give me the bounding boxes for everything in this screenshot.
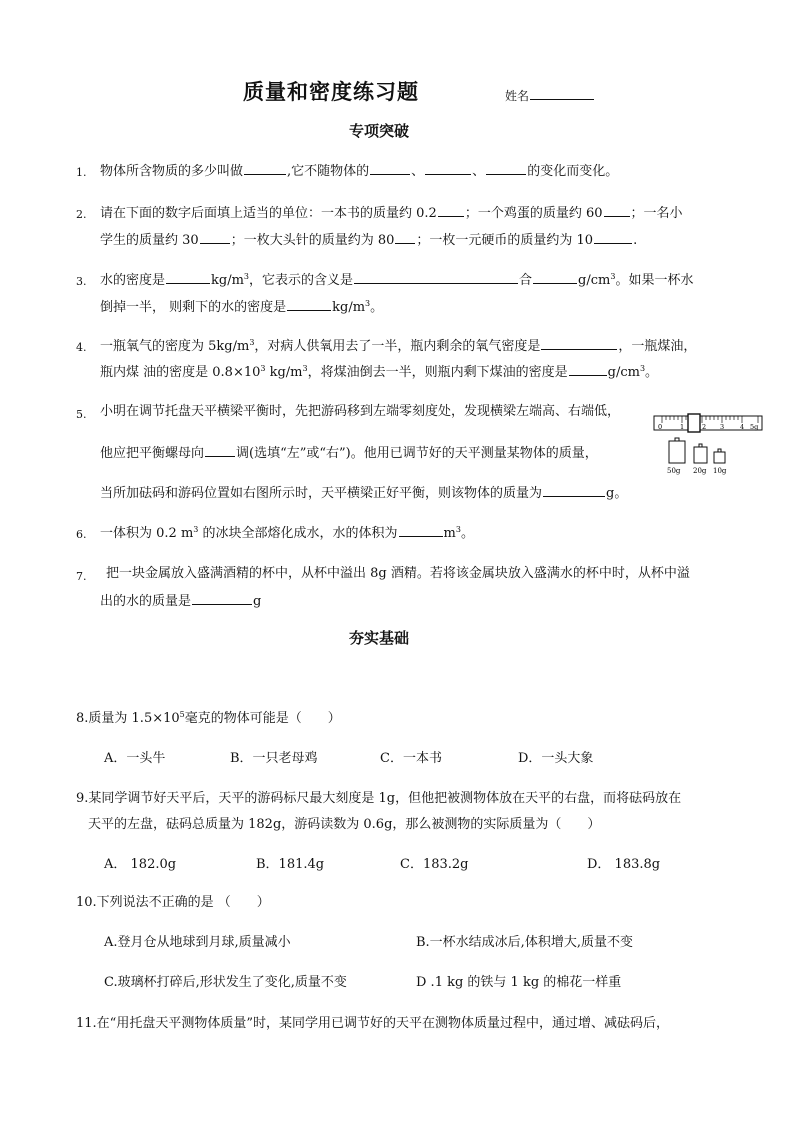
q4-number: 4.	[76, 341, 87, 354]
q9-option-d[interactable]: D． 183.8g	[587, 857, 661, 872]
q2-line-1: 请在下面的数字后面填上适当的单位：一本书的质量约 0.2 ；一个鸡蛋的质量约 60 ；一名小	[100, 203, 683, 223]
ruler-label-1: 1	[680, 423, 685, 431]
q11-line-1: 11.在“用托盘天平测物体质量”时，某同学用已调节好的天平在测物体质量过程中，通过增、减砝码后，	[76, 1016, 669, 1031]
q1-text: 物体所含物质的多少叫做 ,它不随物体的 、 、 的变化而变化。	[100, 161, 618, 181]
name-field[interactable]	[505, 86, 595, 104]
q3-blank-1[interactable]	[166, 270, 210, 284]
q10-option-d[interactable]: D .1 kg 的铁与 1 kg 的棉花一样重	[416, 975, 622, 990]
q3-blank-2[interactable]	[354, 270, 518, 284]
q8-option-d[interactable]: D．一头大象	[518, 751, 594, 766]
q10-option-c[interactable]: C.玻璃杯打碎后,形状发生了变化,质量不变	[104, 975, 347, 990]
q5-number: 5.	[76, 408, 87, 421]
ruler-label-4: 4	[740, 423, 745, 431]
ruler-label-0: 0	[658, 423, 663, 431]
q2-blank-1[interactable]	[438, 203, 464, 217]
ruler-label-3: 3	[720, 423, 725, 431]
q2-blank-4[interactable]	[395, 230, 415, 244]
ruler-label-2: 2	[702, 423, 707, 431]
q4-line-2: 瓶内煤 油的密度是 $0.8\times 10^3$ $kg/m^3$，将煤油倒去一半，则瓶内剩下煤油的密度是 $g/cm^3$。	[100, 364, 659, 380]
q2-line-2: 学生的质量约 30 ；一枚大头针的质量约为 80 ；一枚一元硬币的质量约为 10 .	[100, 230, 637, 250]
q3-number: 3.	[76, 275, 87, 288]
q9-line-1: 9.某同学调节好天平后，天平的游码标尺最大刻度是 1g，但他把被测物体放在天平的右盘，而将砝码放在	[76, 791, 682, 806]
q9-option-b[interactable]: B．181.4g	[256, 857, 325, 872]
q5-line-2: 他应把平衡螺母向 调(选填“左”或“右”)。他用已调节好的天平测量某物体的质量，	[100, 443, 598, 463]
q6-text: 一体积为 0.2 $m^3$ 的冰块全部熔化成水，水的体积为 $m^3$。	[100, 525, 474, 541]
q10-stem: 10.下列说法不正确的是 （ ）	[76, 895, 270, 910]
section-title-special: 专项突破	[349, 122, 410, 140]
weights	[669, 438, 725, 463]
q5-line-1: 小明在调节托盘天平横梁平衡时，先把游码移到左端零刻度处，发现横梁左端高、右端低，	[100, 404, 621, 419]
weight-label-10g: 10g	[713, 467, 727, 475]
q7-line-2: 出的水的质量是 g	[100, 591, 261, 611]
q8-option-a[interactable]: A．一头牛	[104, 751, 166, 766]
q9-option-a[interactable]: A． 182.0g	[104, 857, 177, 872]
q7-number: 7.	[76, 570, 87, 583]
q4-blank-2[interactable]	[569, 362, 607, 376]
q6-blank-1[interactable]	[399, 523, 443, 537]
q9-line-2: 天平的左盘，砝码总质量为 182g，游码读数为 0.6g，那么被测物的实际质量为（ ）	[88, 817, 601, 832]
section-title-basics: 夯实基础	[349, 629, 410, 647]
q8-option-c[interactable]: C．一本书	[380, 751, 442, 766]
q1-blank-2[interactable]	[370, 161, 410, 175]
name-blank[interactable]	[530, 86, 594, 100]
name-label: 姓名	[505, 89, 530, 103]
q3-blank-4[interactable]	[287, 297, 331, 311]
weight-label-50g: 50g	[667, 467, 681, 475]
q5-blank-2[interactable]	[543, 483, 605, 497]
q2-blank-5[interactable]	[594, 230, 632, 244]
q4-blank-1[interactable]	[541, 336, 617, 350]
q4-line-1: 一瓶氧气的密度为 $5kg/m^3$，对病人供氧用去了一半，瓶内剩余的氧气密度是 ，一瓶煤油，	[100, 338, 697, 354]
q1-blank-3[interactable]	[425, 161, 471, 175]
q10-option-b[interactable]: B.一杯水结成冰后,体积增大,质量不变	[416, 935, 633, 950]
q7-line-1: 把一块金属放入盛满酒精的杯中，从杯中溢出 8g 酒精。若将该金属块放入盛满水的杯中时，从杯中溢	[106, 566, 690, 581]
q2-blank-2[interactable]	[604, 203, 630, 217]
page-title: 质量和密度练习题	[243, 79, 419, 104]
q5-line-3: 当所加砝码和游码位置如右图所示时，天平横梁正好平衡，则该物体的质量为 g。	[100, 483, 627, 503]
rider-slider	[688, 414, 700, 432]
balance-figure	[652, 408, 764, 480]
q3-blank-3[interactable]	[533, 270, 577, 284]
q6-number: 6.	[76, 528, 87, 541]
q1-number: 1.	[76, 166, 87, 179]
q3-line-1: 水的密度是 $kg/m^3$，它表示的含义是 合 $g/cm^3$。如果一杯水	[100, 272, 694, 288]
q3-line-2: 倒掉一半， 则剩下的水的密度是 $kg/m^3$。	[100, 299, 384, 315]
q5-blank-1[interactable]	[205, 443, 235, 457]
q7-blank-1[interactable]	[192, 591, 252, 605]
q10-option-a[interactable]: A.登月仓从地球到月球,质量减小	[104, 935, 291, 950]
q2-blank-3[interactable]	[200, 230, 230, 244]
q1-blank-1[interactable]	[244, 161, 286, 175]
q8-stem: 8.质量为 $1.5\times 10^5$毫克的物体可能是（ ）	[76, 710, 341, 726]
ruler-label-5: 5g	[750, 423, 759, 431]
weight-label-20g: 20g	[693, 467, 707, 475]
q8-option-b[interactable]: B．一只老母鸡	[230, 751, 318, 766]
q2-number: 2.	[76, 208, 87, 221]
q1-blank-4[interactable]	[486, 161, 526, 175]
q9-option-c[interactable]: C．183.2g	[400, 857, 469, 872]
